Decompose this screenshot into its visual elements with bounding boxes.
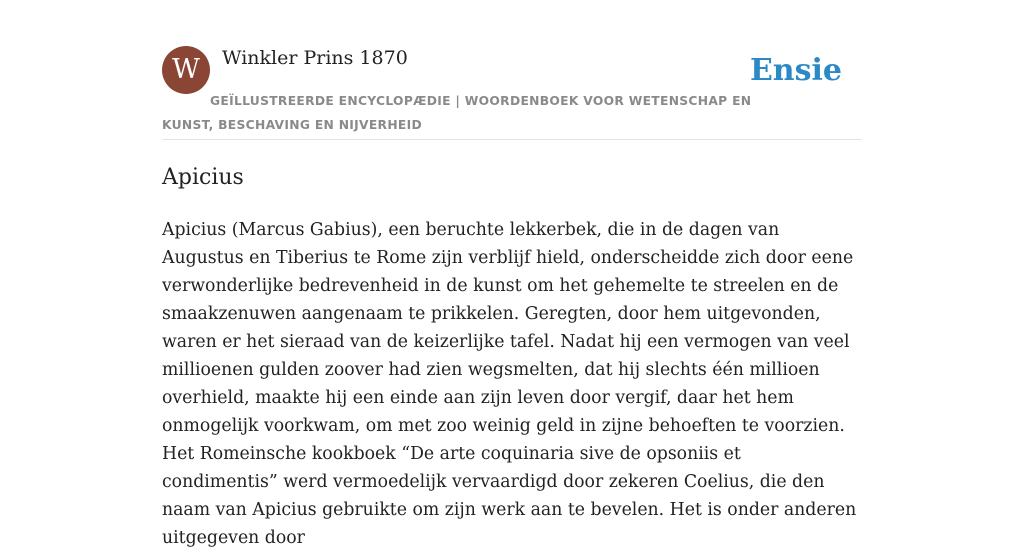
header [162,46,862,140]
source-subtitle: GEÏLLUSTREERDE ENCYCLOPÆDIE | WOORDENBOEK VOOR WETENSCHAP EN KUNST, BESCHAVING EN NIJVERHEID [162,94,752,132]
entry-title: Apicius [162,165,244,190]
brand-logo-link[interactable]: Ensie [749,53,842,88]
avatar[interactable]: W [162,46,210,94]
source-title[interactable]: Winkler Prins 1870 [222,47,408,69]
entry-body: Apicius (Marcus Gabius), een beruchte lekkerbek, die in de dagen van Augustus en Tiberius te Rome zijn verblijf hield, onderscheidde zich door eene verwonderlijke bedrevenheid in de kunst om het gehemelte te streelen en de smaakzenuwen aangenaam te prikkelen. Geregten, door hem uitgevonden, waren er het sieraad van de keizerlijke tafel. Nadat hij een vermogen van veel millioenen gulden zoover had zien wegsmelten, dat hij slechts één millioen overhield, maakte hij een einde aan zijn leven door vergif, daar het hem onmogelijk voorkwam, om met zoo weinig geld in zijne behoeften te voorzien. Het Romeinsche kookboek “De arte coquinaria sive de opsoniis et condimentis” werd vermoedelijk vervaardigd door zekeren Coelius, die den naam van Apicius gebruikte om zijn werk aan te bevelen. Het is onder anderen uitgegeven door [162,220,857,548]
